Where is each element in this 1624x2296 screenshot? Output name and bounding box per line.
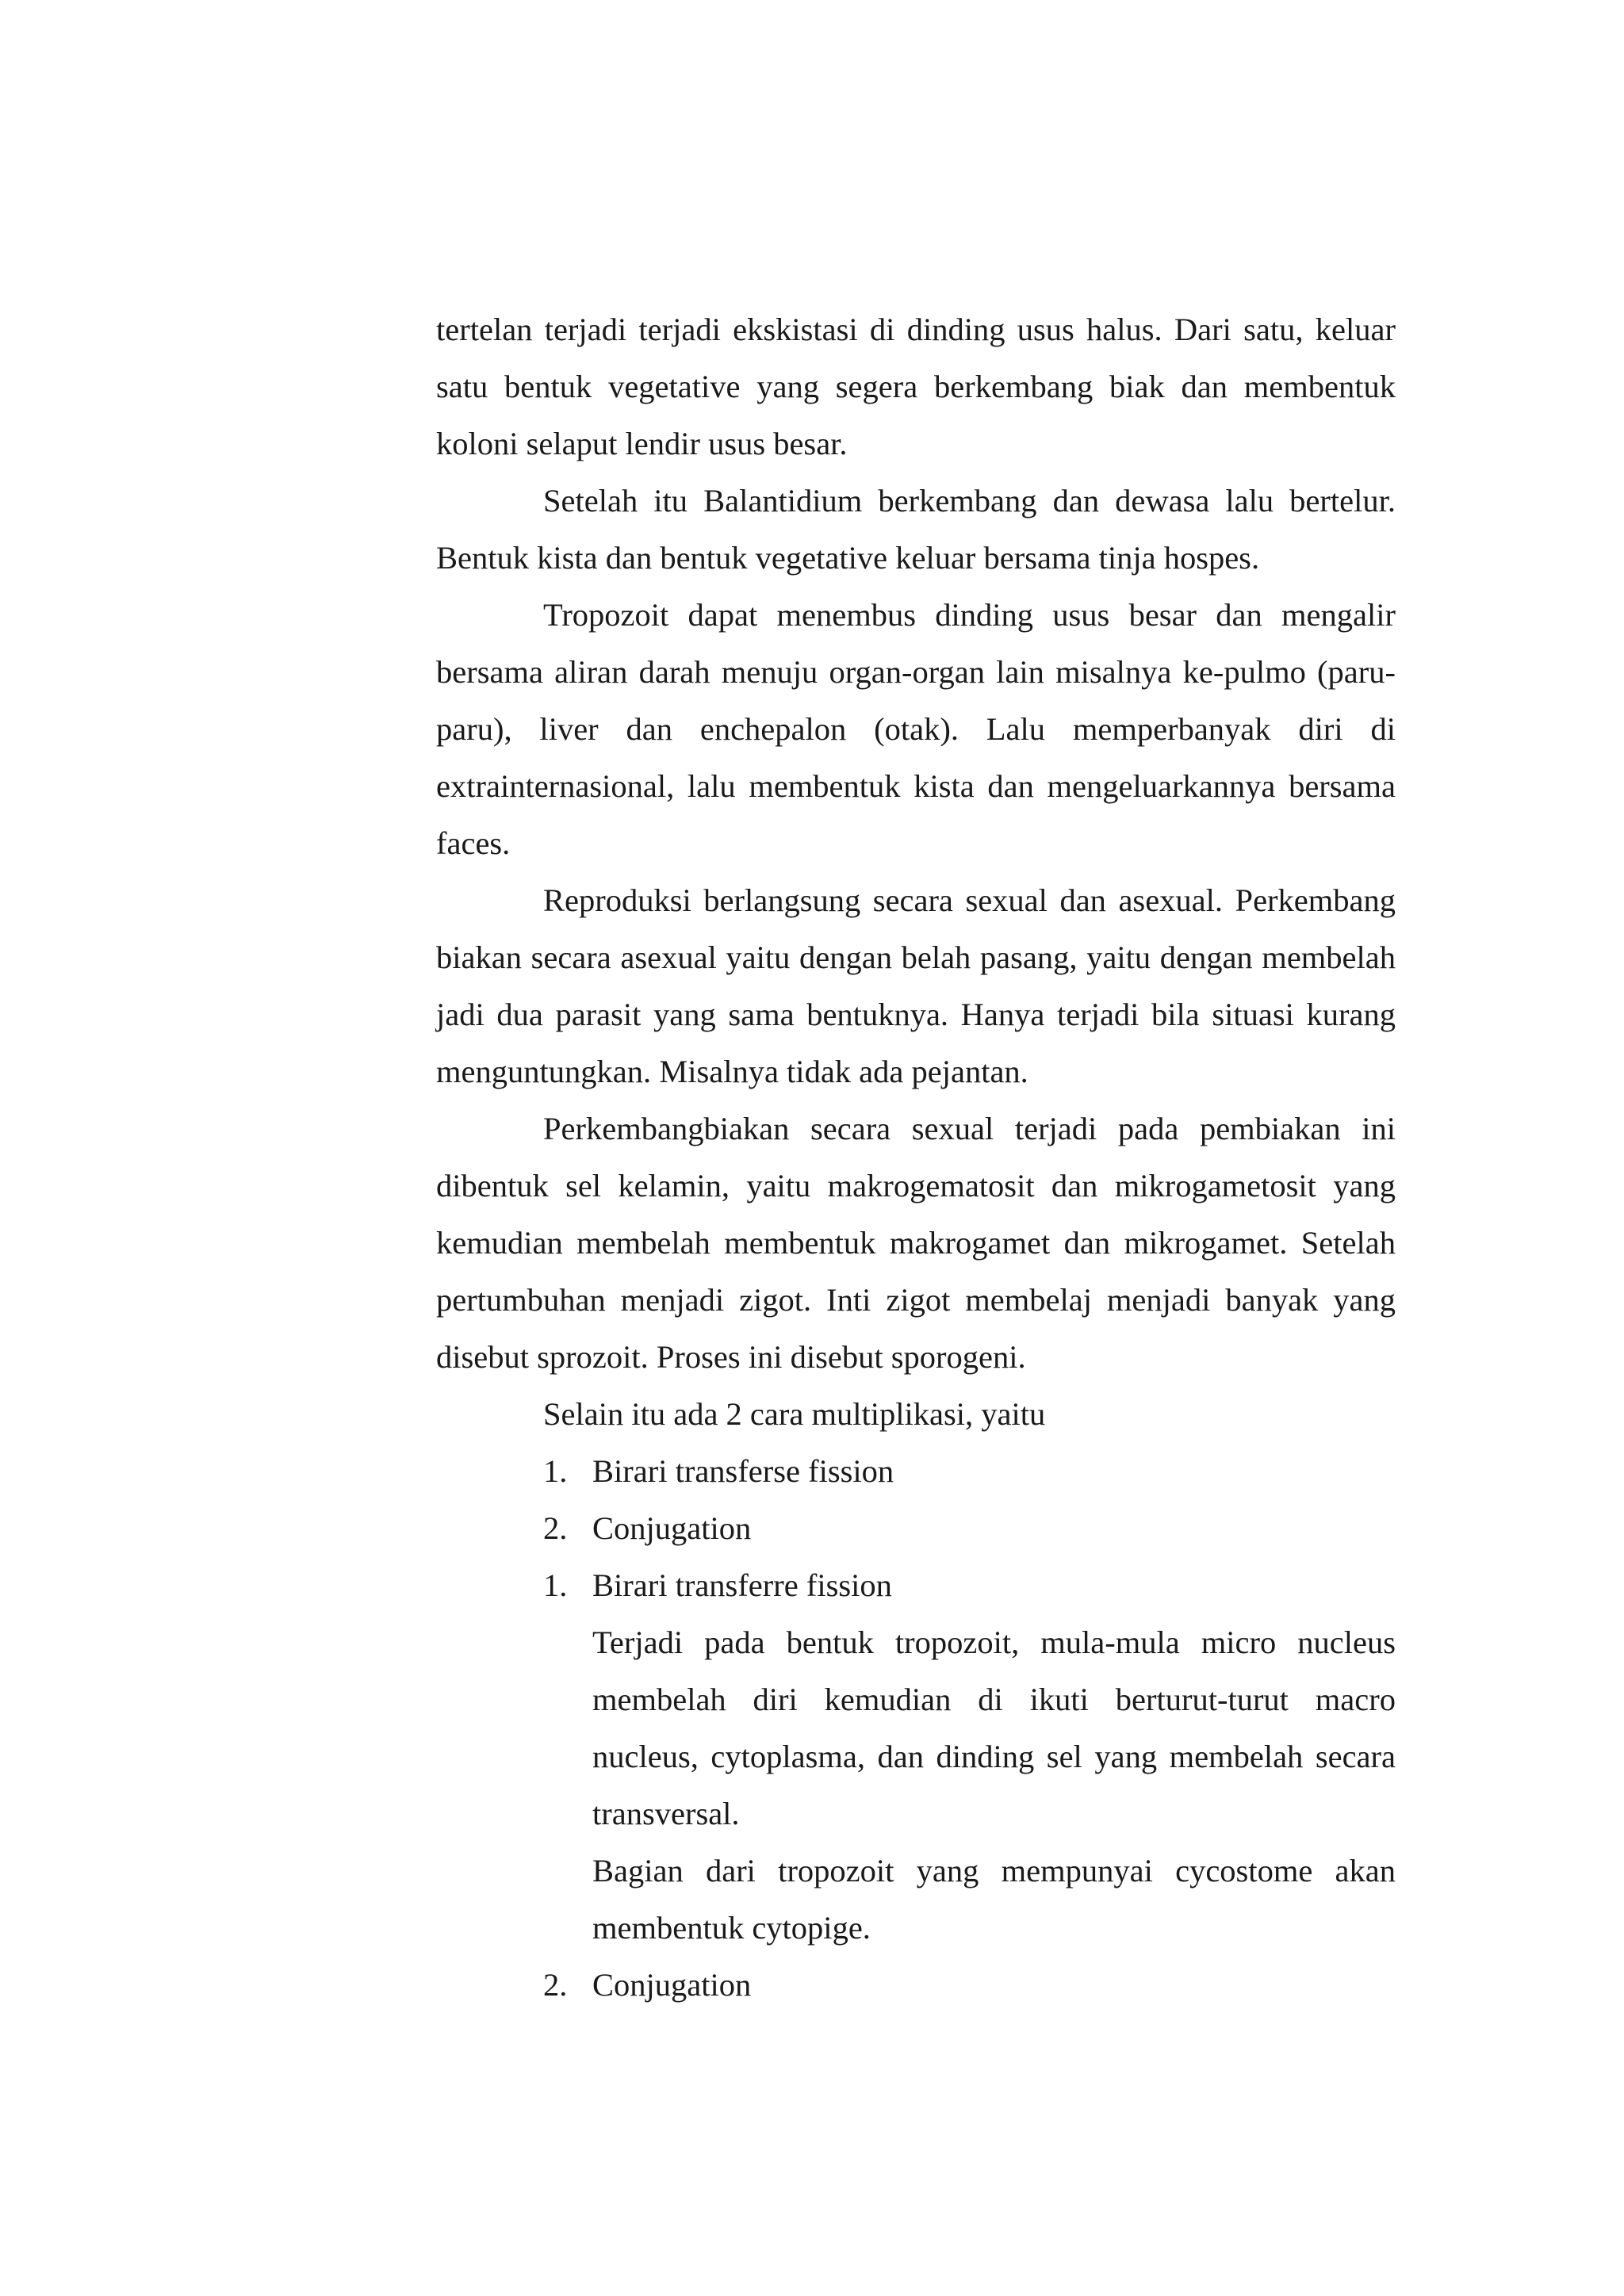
- list-item-detail: Bagian dari tropozoit yang mempunyai cycostome akan membentuk cytopige.: [592, 1853, 1396, 1946]
- paragraph: tertelan terjadi terjadi ekskistasi di dinding usus halus. Dari satu, keluar satu bentuk vegetative yang segera berkembang biak dan membentuk koloni selaput lendir usus besar.: [436, 312, 1396, 461]
- list-item: [436, 1957, 1396, 2014]
- list-item: [436, 1443, 1396, 1500]
- document-page: [436, 301, 1396, 2014]
- list-item: [436, 1500, 1396, 1557]
- paragraph: Setelah itu Balantidium berkembang dan dewasa lalu bertelur. Bentuk kista dan bentuk vegetative keluar bersama tinja hospes.: [436, 483, 1396, 576]
- paragraph: Tropozoit dapat menembus dinding usus besar dan mengalir bersama aliran darah menuju organ-organ lain misalnya ke-pulmo (paru-paru), liver dan enchepalon (otak). Lalu memperbanyak diri di extrainternasional, lalu membentuk kista dan mengeluarkannya bersama faces.: [436, 597, 1396, 861]
- list-number: 2.: [543, 1967, 568, 2003]
- list-number: 1.: [543, 1453, 568, 1489]
- paragraph: Perkembangbiakan secara sexual terjadi pada pembiakan ini dibentuk sel kelamin, yaitu makrogematosit dan mikrogametosit yang kemudian membelah membentuk makrogamet dan mikrogamet. Setelah pertumbuhan menjadi zigot. Inti zigot membelaj menjadi banyak yang disebut sprozoit. Proses ini disebut sporogeni.: [436, 1111, 1396, 1375]
- list-intro: Selain itu ada 2 cara multiplikasi, yaitu: [543, 1396, 1046, 1432]
- list-item: [436, 1557, 1396, 1614]
- list-item-text: Conjugation: [592, 1967, 752, 2003]
- list-item-text: Birari transferre fission: [592, 1567, 892, 1603]
- list-item-text: Birari transferse fission: [592, 1453, 894, 1489]
- paragraph: Reproduksi berlangsung secara sexual dan asexual. Perkembang biakan secara asexual yaitu dengan belah pasang, yaitu dengan membelah jadi dua parasit yang sama bentuknya. Hanya terjadi bila situasi kurang menguntungkan. Misalnya tidak ada pejantan.: [436, 882, 1396, 1089]
- list-item-text: Conjugation: [592, 1510, 752, 1546]
- list-item-detail: Terjadi pada bentuk tropozoit, mula-mula micro nucleus membelah diri kemudian di ikuti berturut-turut macro nucleus, cytoplasma, dan dinding sel yang membelah secara transversal.: [592, 1624, 1396, 1831]
- list-number: 2.: [543, 1510, 568, 1546]
- list-number: 1.: [543, 1567, 568, 1603]
